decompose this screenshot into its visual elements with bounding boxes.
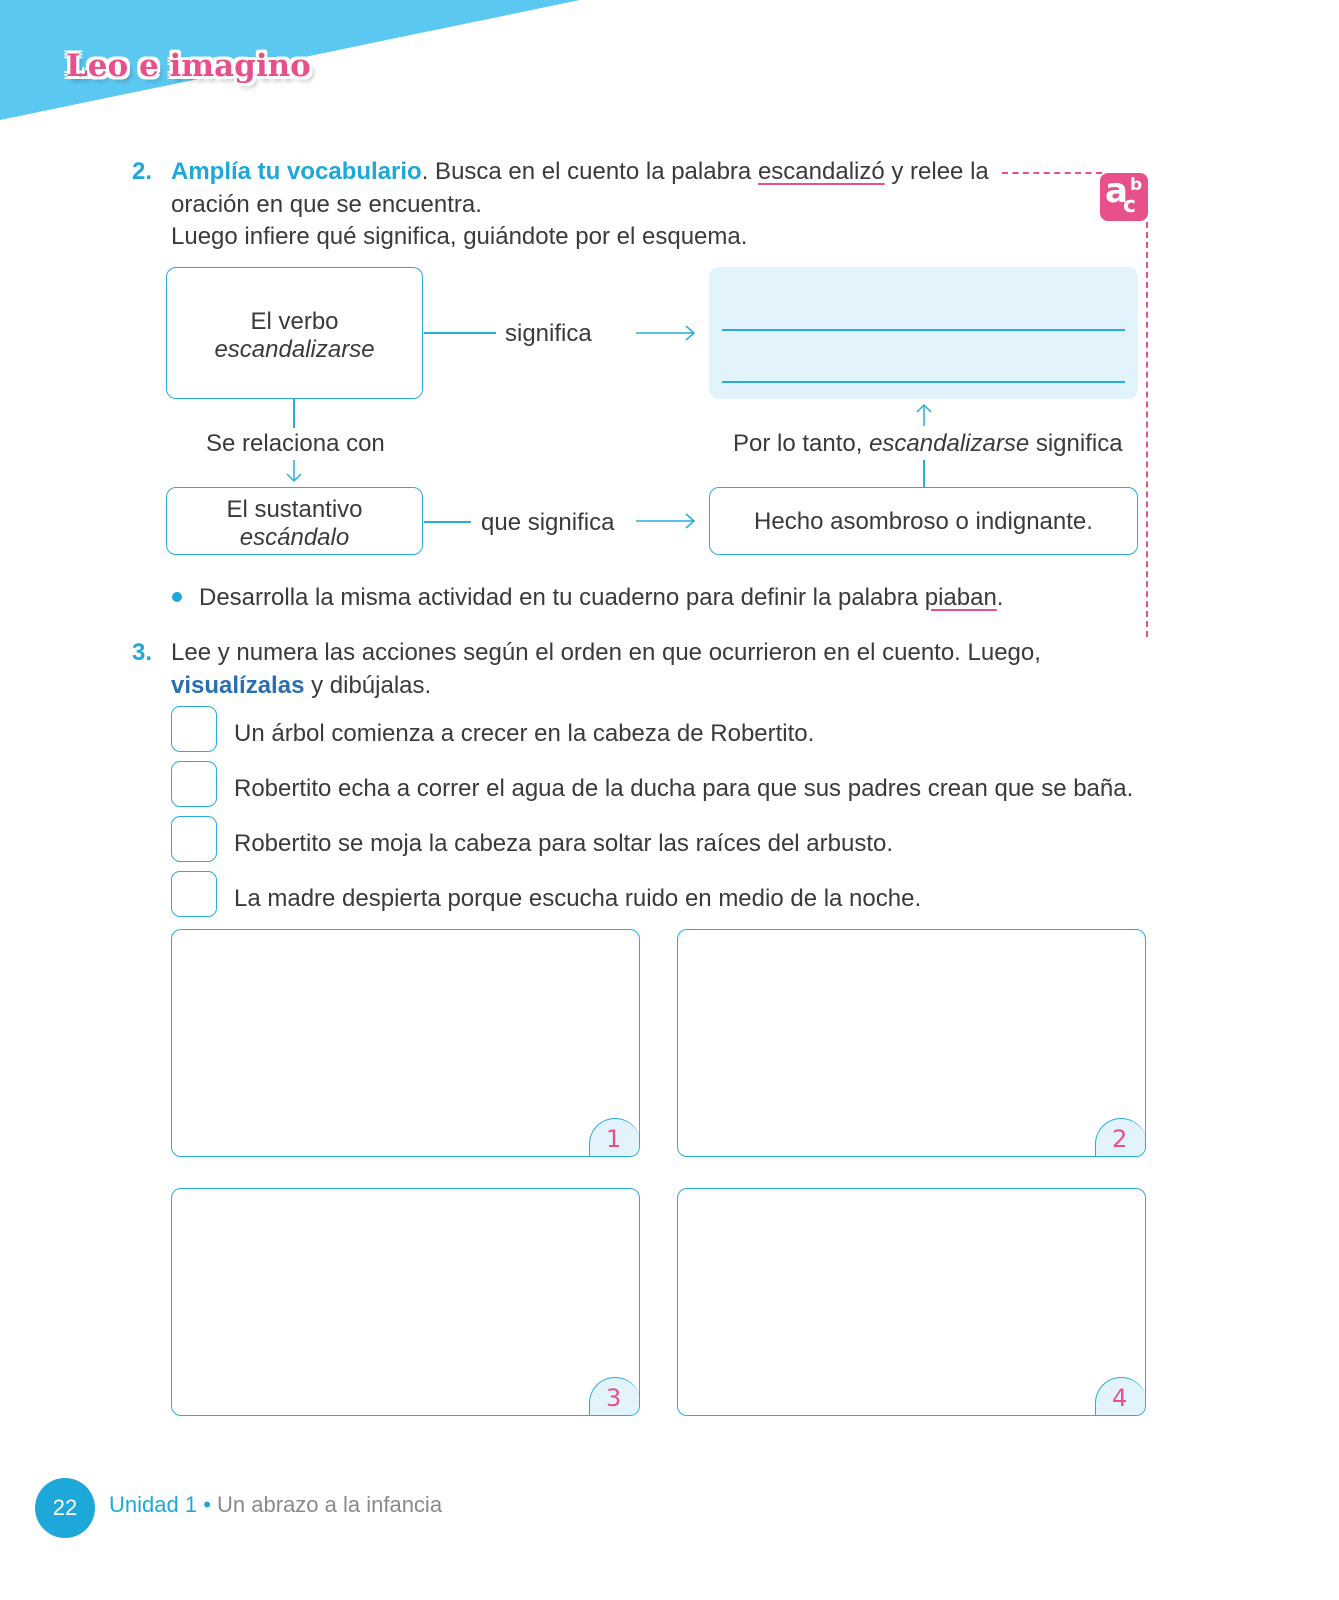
action-4: La madre despierta porque escucha ruido en medio de la noche. (234, 885, 922, 912)
question-3-number: 3. (132, 639, 153, 666)
order-checkbox-2[interactable] (171, 761, 217, 807)
order-checkbox-3[interactable] (171, 816, 217, 862)
frame-number-badge (1095, 1377, 1146, 1416)
frame-number-badge (1095, 1118, 1146, 1157)
connector-top-label: significa (505, 320, 592, 347)
vocab-dashed-line-horizontal (1002, 172, 1102, 174)
footer-separator: • (203, 1492, 211, 1517)
answer-box[interactable] (709, 267, 1138, 399)
noun-box-line-2: escándalo (239, 524, 350, 551)
arrow-down-icon (286, 460, 302, 484)
question-3-line-2-rest: y dibújalas. (304, 672, 432, 699)
vocab-dashed-line-vertical (1146, 222, 1148, 637)
footer-text (109, 1492, 442, 1518)
arrow-right-icon (636, 324, 698, 342)
action-3: Robertito se moja la cabeza para soltar las raíces del arbusto. (234, 830, 894, 857)
bullet-word: piaban (924, 584, 997, 611)
question-2-line-1 (171, 155, 989, 188)
action-2: Robertito echa a correr el agua de la ducha para que sus padres crean que se baña. (234, 775, 1134, 802)
question-3-line-2 (171, 669, 431, 702)
vocab-word: escandalizó (757, 158, 885, 185)
bullet-text-a: Desarrolla la misma actividad en tu cuaderno para definir la palabra (199, 584, 925, 611)
question-2-line-2: oración en que se encuentra. (171, 191, 482, 218)
frame-number: 1 (606, 1125, 622, 1153)
frame-number-badge (589, 1377, 640, 1416)
drawing-frame-3[interactable] (171, 1188, 640, 1416)
arrow-up-icon (916, 402, 932, 426)
therefore-line-bottom (923, 460, 925, 487)
noun-box (166, 487, 423, 555)
section-label: Leo e imagino (66, 48, 311, 84)
abc-icon: a b c (1100, 173, 1148, 221)
therefore-word: escandalizarse (869, 430, 1030, 457)
verb-box (166, 267, 423, 399)
connector-bottom-label: que significa (481, 509, 615, 536)
verb-box-line-1: El verbo (250, 308, 339, 335)
frame-number: 2 (1112, 1125, 1128, 1153)
noun-box-line-1: El sustantivo (226, 496, 363, 523)
bullet-text (199, 581, 1003, 614)
footer-subtitle: Un abrazo a la infancia (217, 1492, 443, 1517)
frame-number-badge (589, 1118, 640, 1157)
relates-line-top (293, 399, 295, 428)
drawing-frame-1[interactable] (171, 929, 640, 1157)
result-text: Hecho asombroso o indignante. (754, 508, 1093, 535)
result-box (709, 487, 1138, 555)
action-1: Un árbol comienza a crecer en la cabeza de Robertito. (234, 720, 815, 747)
bullet-dot (172, 592, 182, 602)
question-2-text-b: y relee la (884, 158, 989, 185)
question-2-title: Amplía tu vocabulario (171, 158, 422, 185)
question-3-line-1: Lee y numera las acciones según el orden en que ocurrieron en el cuento. Luego, (171, 639, 1041, 666)
bullet-text-b: . (996, 584, 1004, 611)
frame-number: 3 (606, 1384, 622, 1412)
order-checkbox-4[interactable] (171, 871, 217, 917)
frame-number: 4 (1112, 1384, 1128, 1412)
verb-box-line-2: escandalizarse (214, 336, 375, 363)
connector-line-top (424, 332, 496, 334)
connector-line-bottom (424, 521, 471, 523)
therefore-text-b: significa (1029, 430, 1123, 457)
question-3-highlight: visualízalas (171, 672, 305, 699)
therefore-label (733, 430, 1123, 458)
footer-unit: Unidad 1 (109, 1492, 198, 1517)
question-2-line-3: Luego infiere qué significa, guiándote por el esquema. (171, 223, 748, 250)
answer-line-2 (722, 381, 1125, 383)
question-2-number: 2. (132, 158, 153, 185)
page-number: 22 (35, 1478, 95, 1538)
arrow-right-icon (636, 512, 698, 530)
drawing-frame-2[interactable] (677, 929, 1146, 1157)
order-checkbox-1[interactable] (171, 706, 217, 752)
question-2-text-a: . Busca en el cuento la palabra (421, 158, 758, 185)
answer-line-1 (722, 329, 1125, 331)
relates-label: Se relaciona con (206, 430, 385, 457)
drawing-frame-4[interactable] (677, 1188, 1146, 1416)
therefore-text-a: Por lo tanto, (733, 430, 870, 457)
